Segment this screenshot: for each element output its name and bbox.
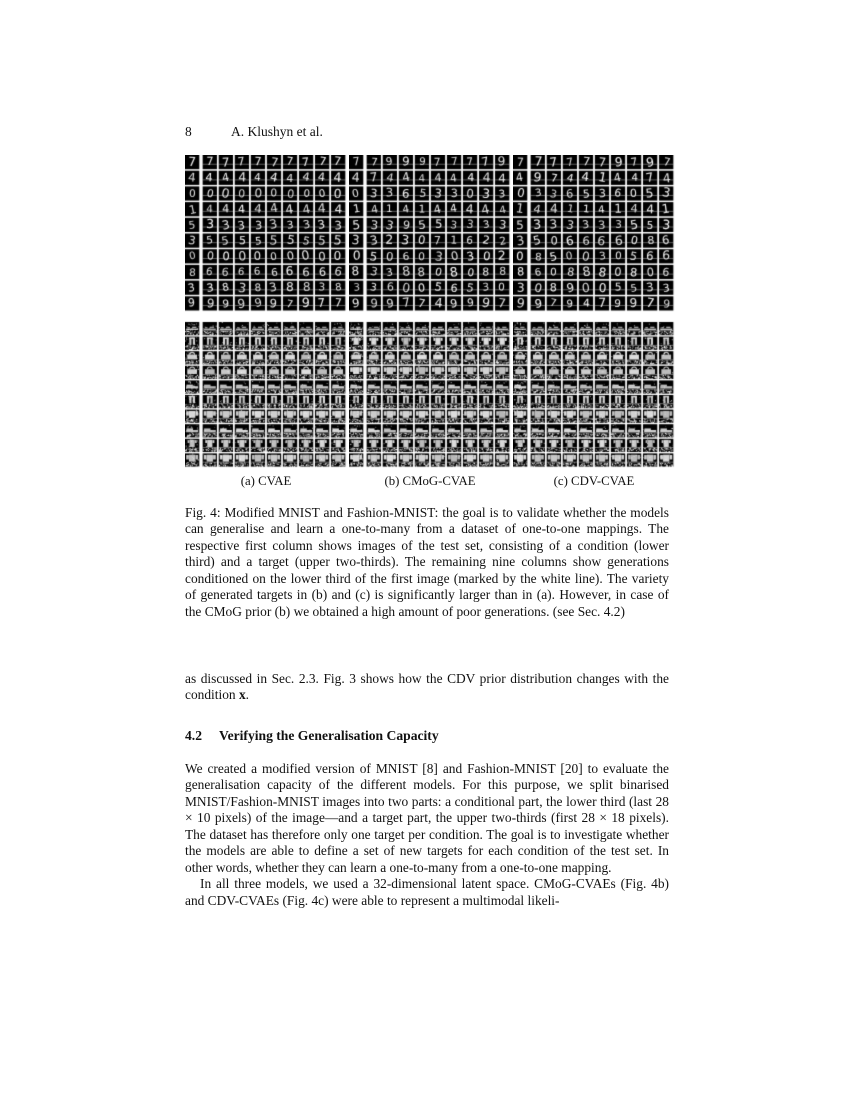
- section-number: 4.2: [185, 728, 202, 743]
- figure-caption: Fig. 4: Modified MNIST and Fashion-MNIST: the goal is to validate whether the models can generalise and learn a one-to-many from a dataset of one-to-one mappings. The respective first column shows images of the test set, consisting of a condition (lower third) and a target (upper two-thirds). The remaining nine columns show generations conditioned on the lower third of the first image (marked by the white line). The variety of generated targets in (b) and (c) is significantly larger than in (a). However, in case of the CMoG prior (b) we obtained a high amount of poor generations. (see Sec. 4.2): [185, 505, 669, 619]
- sample-grid-canvas-cmog-cvae: [349, 155, 511, 468]
- paragraph-intro-text: as discussed in Sec. 2.3. Fig. 3 shows how the CDV prior distribution changes with the condition: [185, 671, 669, 703]
- running-head: A. Klushyn et al.: [231, 124, 323, 139]
- subcaption-cvae: (a) CVAE: [240, 474, 292, 488]
- figure-panel-cdv-cvae: [513, 155, 675, 468]
- subcaption-cmog-cvae: (b) CMoG-CVAE: [384, 474, 476, 488]
- sample-grid-canvas-cdv-cvae: [513, 155, 675, 468]
- sample-grid-canvas-cvae: [185, 155, 347, 468]
- figure-panel-cvae: [185, 155, 347, 468]
- section-title: Verifying the Generalisation Capacity: [219, 728, 439, 743]
- paragraph-intro: [185, 671, 669, 704]
- paragraph-intro-period: .: [245, 687, 249, 703]
- body-text: [185, 761, 669, 909]
- section-heading: [185, 728, 669, 744]
- page-number: 8: [185, 124, 192, 139]
- condition-x-symbol: x: [238, 687, 246, 703]
- figure-panel-cmog-cvae: [349, 155, 511, 468]
- subcaption-cdv-cvae: (c) CDV-CVAE: [553, 474, 635, 488]
- body-paragraph-2: In all three models, we used a 32-dimensional latent space. CMoG-CVAEs (Fig. 4b) and CDV-CVAEs (Fig. 4c) were able to represent a multimodal likeli-: [185, 876, 669, 908]
- body-paragraph-1: We created a modified version of MNIST [8] and Fashion-MNIST [20] to evaluate the generalisation capacity of the different models. For this purpose, we split binarised MNIST/Fashion-MNIST images into two parts: a conditional part, the lower third (last 28 × 10 pixels) of the image—and a target part, the upper two-thirds (first 28 × 18 pixels). The dataset has therefore only one target per condition. The goal is to investigate whether the models are able to define a set of new targets for each condition of the test set. In other words, whether they can learn a one-to-many from a one-to-one mapping.: [185, 761, 669, 875]
